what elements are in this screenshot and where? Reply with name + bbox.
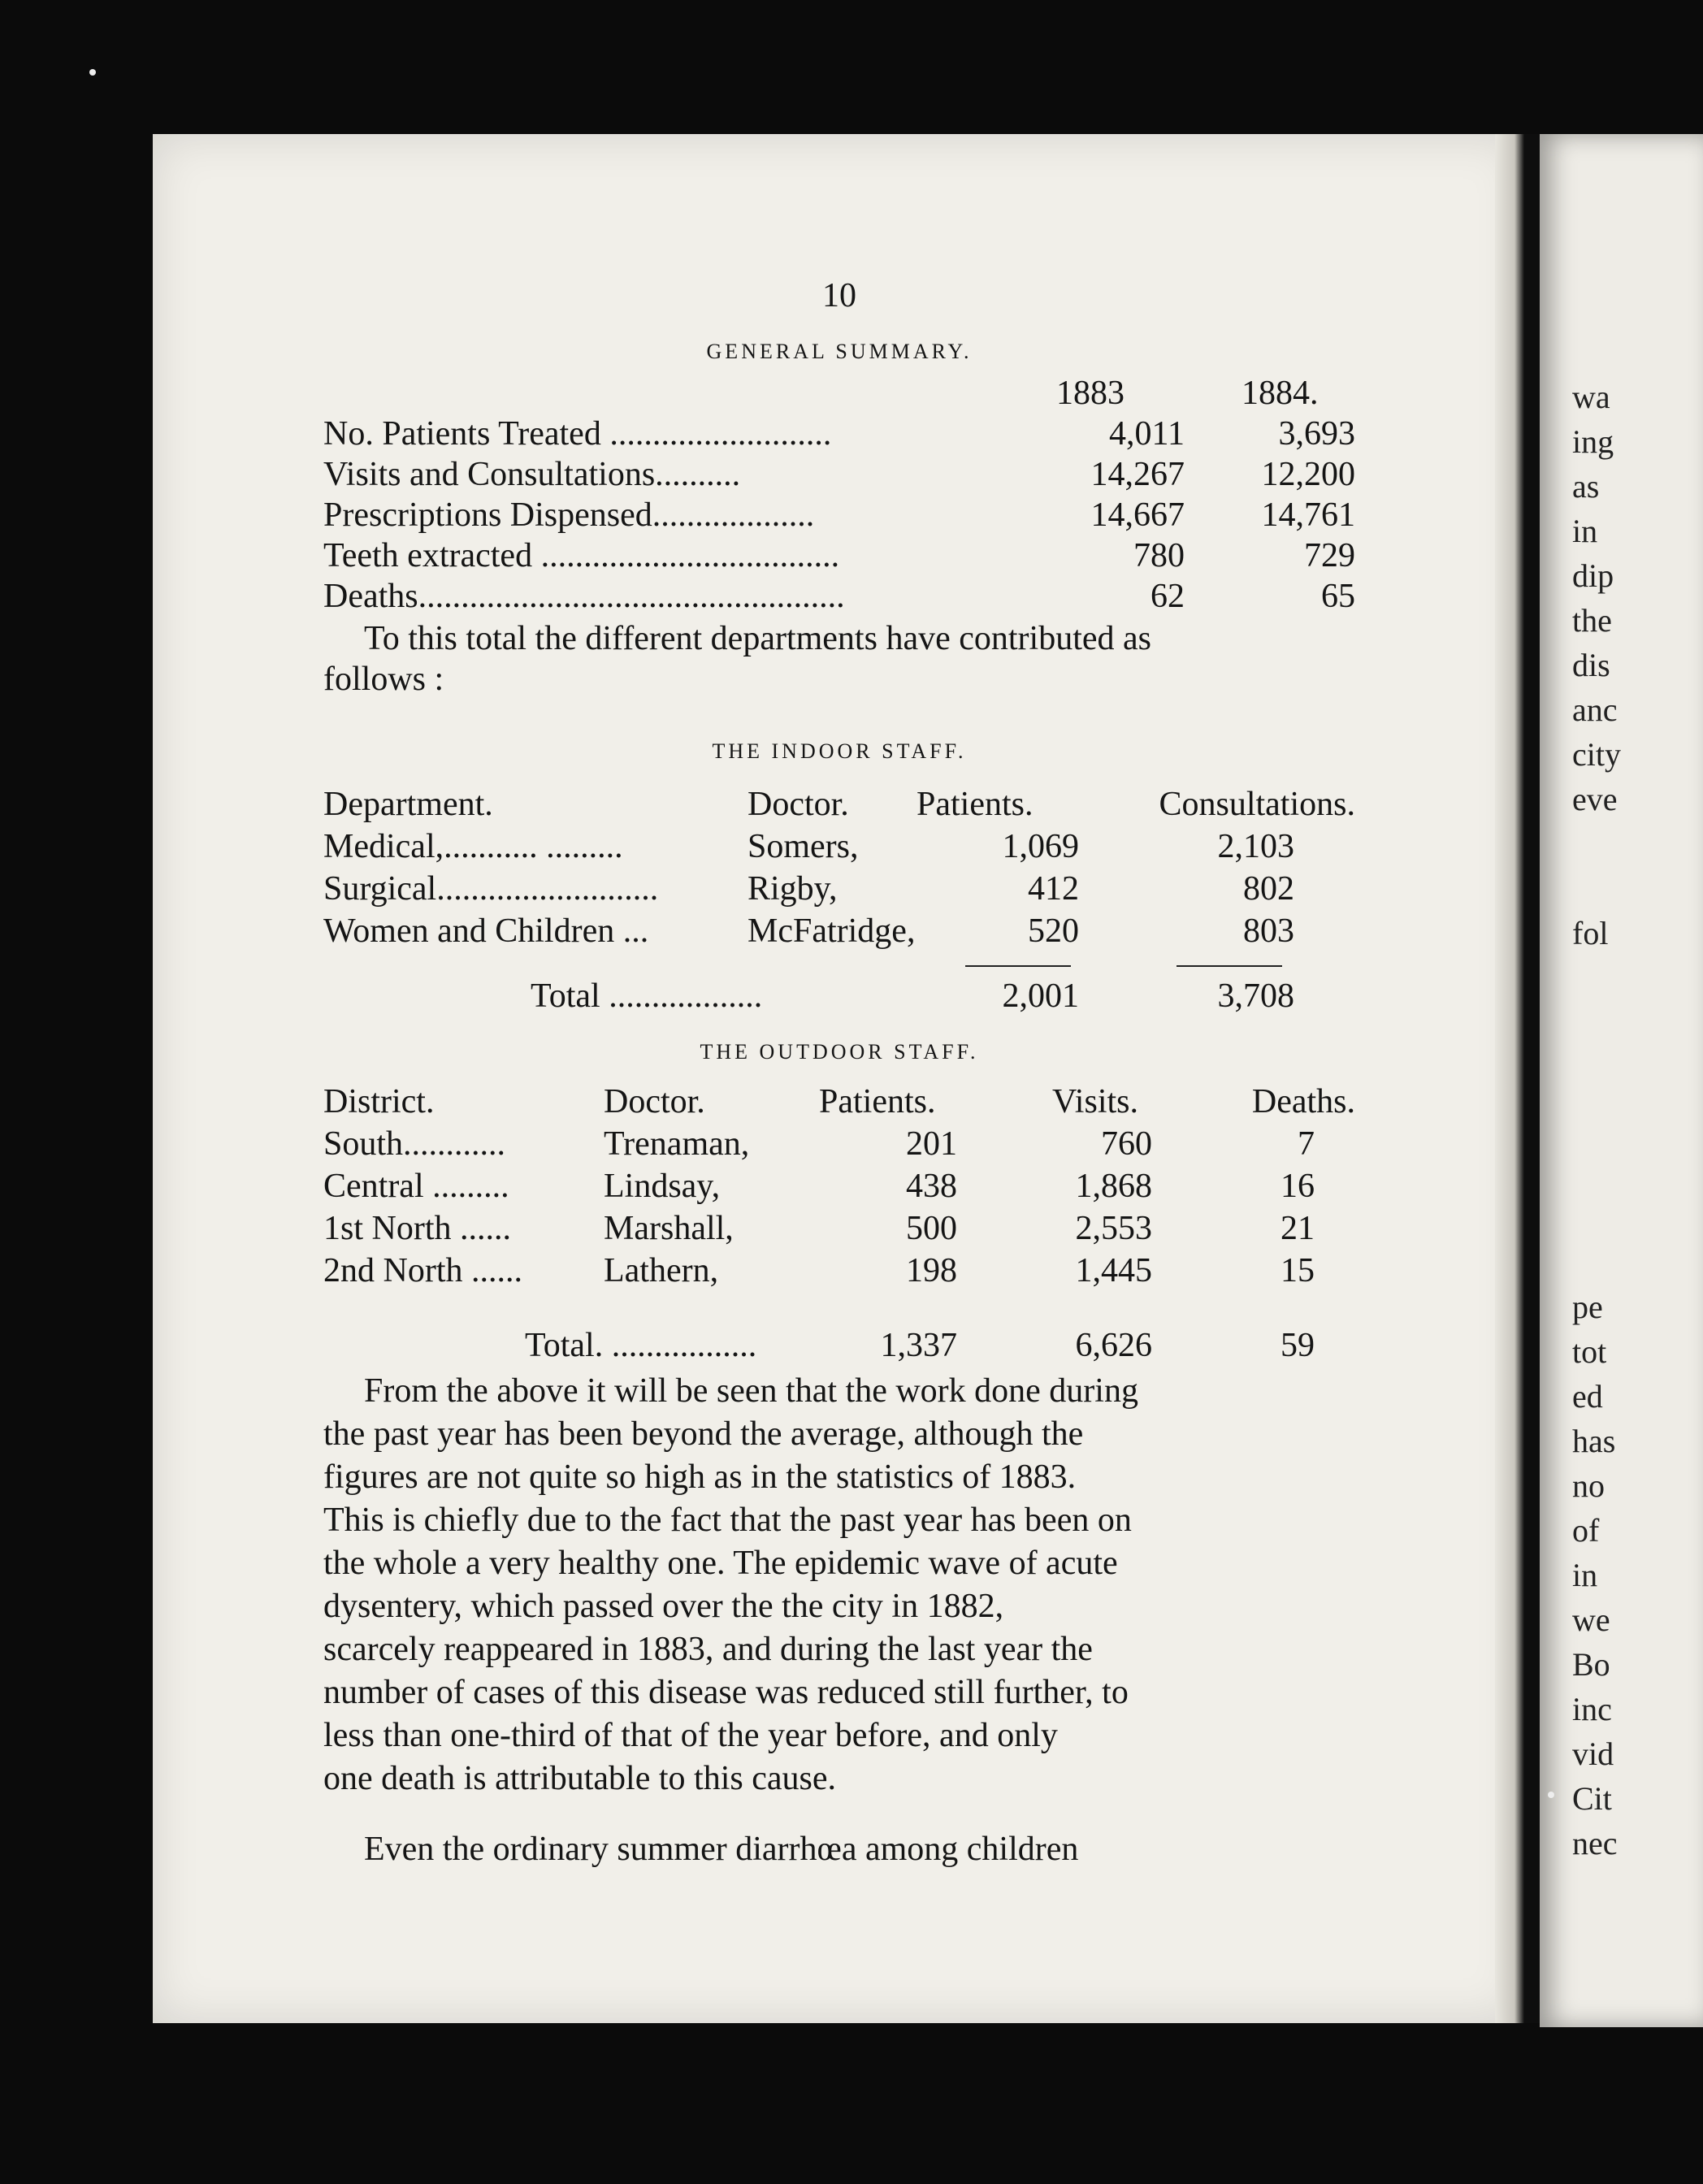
summary-row: [323, 496, 1355, 536]
doctor-name: Rigby,: [748, 870, 838, 908]
doctor-name: Somers,: [748, 828, 859, 865]
consultations-count: 803: [1243, 912, 1294, 950]
patients-count: 198: [906, 1252, 957, 1289]
col-doctor: Doctor.: [748, 786, 849, 823]
paragraph-line: less than one-third of that of the year before, and only: [323, 1717, 1058, 1754]
col-consultations: Consultations.: [1159, 786, 1355, 823]
fragment-text: eve: [1572, 781, 1618, 817]
paragraph-line: scarcely reappeared in 1883, and during the last year the: [323, 1631, 1093, 1668]
summary-label: Deaths..................................................: [323, 578, 845, 615]
district-name: 2nd North ......: [323, 1252, 522, 1289]
summary-1884: 3,693: [1278, 415, 1355, 453]
indoor-staff-heading: THE INDOOR STAFF.: [712, 739, 967, 763]
paragraph-line: This is chiefly due to the fact that the past year has been on: [323, 1502, 1132, 1539]
fragment-text: no: [1572, 1467, 1605, 1504]
page-gutter: [1495, 134, 1544, 2023]
fragment-text: dip: [1572, 557, 1614, 594]
visits-count: 1,868: [1075, 1168, 1152, 1205]
fragment-text: Bo: [1572, 1646, 1610, 1683]
col-department: Department.: [323, 786, 493, 823]
department-name: Medical,........... .........: [323, 828, 623, 865]
fragment-text: Cit: [1572, 1780, 1612, 1817]
doctor-name: Marshall,: [604, 1210, 734, 1247]
outdoor-total-row: [323, 1326, 1355, 1367]
fragment-text: vid: [1572, 1736, 1614, 1772]
dust-speck: [1548, 1792, 1554, 1798]
col-doctor: Doctor.: [604, 1083, 705, 1120]
patients-count: 201: [906, 1125, 957, 1163]
district-name: 1st North ......: [323, 1210, 511, 1247]
total-rule: [1176, 965, 1282, 967]
total-label: Total. .................: [525, 1327, 757, 1364]
fragment-text: dis: [1572, 647, 1610, 683]
summary-note-line: follows :: [323, 661, 444, 698]
summary-label: Visits and Consultations..........: [323, 456, 741, 493]
summary-1884: 729: [1304, 537, 1355, 574]
indoor-row: [323, 827, 1355, 868]
fragment-text: inc: [1572, 1691, 1612, 1727]
consultations-count: 2,103: [1217, 828, 1294, 865]
summary-1883: 14,267: [1090, 456, 1185, 493]
indoor-header-row: [323, 785, 1355, 826]
outdoor-row: [323, 1124, 1355, 1165]
summary-row: [323, 455, 1355, 496]
department-name: Women and Children ...: [323, 912, 649, 950]
paragraph-line: dysentery, which passed over the the city in 1882,: [323, 1588, 1004, 1625]
summary-1883: 780: [1133, 537, 1185, 574]
deaths-count: 16: [1280, 1168, 1315, 1205]
fragment-text: nec: [1572, 1825, 1618, 1861]
district-name: South............: [323, 1125, 506, 1163]
doctor-name: McFatridge,: [748, 912, 916, 950]
fragment-text: anc: [1572, 691, 1618, 728]
total-deaths: 59: [1280, 1327, 1315, 1364]
page-number: 10: [822, 277, 856, 314]
summary-1884: 14,761: [1261, 496, 1355, 534]
year-header-row: [323, 374, 1355, 414]
doctor-name: Lindsay,: [604, 1168, 721, 1205]
outdoor-row: [323, 1209, 1355, 1250]
fragment-text: ing: [1572, 423, 1614, 460]
summary-1884: 12,200: [1261, 456, 1355, 493]
outdoor-row: [323, 1167, 1355, 1207]
year-1883: 1883: [1056, 375, 1124, 412]
year-1884: 1884.: [1242, 375, 1319, 412]
col-patients: Patients.: [819, 1083, 936, 1120]
col-patients: Patients.: [916, 786, 1034, 823]
summary-1883: 14,667: [1090, 496, 1185, 534]
total-visits: 6,626: [1075, 1327, 1152, 1364]
fragment-text: tot: [1572, 1333, 1607, 1370]
summary-1883: 62: [1150, 578, 1185, 615]
col-district: District.: [323, 1083, 435, 1120]
doctor-name: Lathern,: [604, 1252, 719, 1289]
patients-count: 520: [1028, 912, 1079, 950]
fragment-text: city: [1572, 736, 1621, 773]
summary-label: Prescriptions Dispensed...................: [323, 496, 815, 534]
fragment-text: we: [1572, 1601, 1610, 1638]
patients-count: 500: [906, 1210, 957, 1247]
body-paragraph: [323, 1370, 1355, 1800]
paragraph-line: From the above it will be seen that the work done during: [364, 1372, 1138, 1410]
fragment-text: in: [1572, 513, 1598, 549]
indoor-row: [323, 869, 1355, 910]
deaths-count: 21: [1280, 1210, 1315, 1247]
fragment-text: in: [1572, 1557, 1598, 1593]
fragment-text: wa: [1572, 379, 1610, 415]
paragraph-line: number of cases of this disease was reduced still further, to: [323, 1674, 1129, 1711]
total-consultations: 3,708: [1217, 977, 1294, 1015]
visits-count: 2,553: [1075, 1210, 1152, 1247]
total-patients: 2,001: [1002, 977, 1079, 1015]
patients-count: 438: [906, 1168, 957, 1205]
total-rule: [965, 965, 1071, 967]
patients-count: 1,069: [1002, 828, 1079, 865]
fragment-text: the: [1572, 602, 1612, 639]
col-visits: Visits.: [1052, 1083, 1139, 1120]
paragraph-line: one death is attributable to this cause.: [323, 1760, 836, 1797]
paragraph-line: figures are not quite so high as in the statistics of 1883.: [323, 1458, 1077, 1496]
facing-page-fragment: [1540, 134, 1703, 2027]
summary-1884: 65: [1321, 578, 1355, 615]
outdoor-header-row: [323, 1082, 1355, 1123]
indoor-row: [323, 912, 1355, 952]
total-label: Total ..................: [531, 977, 763, 1015]
final-line: Even the ordinary summer diarrhœa among children: [364, 1831, 1079, 1868]
summary-label: No. Patients Treated ..........................: [323, 415, 832, 453]
outdoor-staff-heading: THE OUTDOOR STAFF.: [700, 1040, 979, 1064]
summary-note-line: To this total the different departments have contributed as: [364, 620, 1151, 657]
fragment-text: ed: [1572, 1378, 1603, 1415]
consultations-count: 802: [1243, 870, 1294, 908]
indoor-total-row: [323, 977, 1355, 1017]
general-summary-heading: GENERAL SUMMARY.: [706, 340, 973, 363]
paragraph-line: the whole a very healthy one. The epidemic wave of acute: [323, 1545, 1118, 1582]
district-name: Central .........: [323, 1168, 509, 1205]
total-patients: 1,337: [880, 1327, 957, 1364]
paragraph-line: the past year has been beyond the average, although the: [323, 1415, 1084, 1453]
col-deaths: Deaths.: [1251, 1083, 1355, 1120]
fragment-text: has: [1572, 1423, 1616, 1459]
fragment-text: pe: [1572, 1289, 1603, 1325]
summary-row: [323, 536, 1355, 577]
outdoor-row: [323, 1251, 1355, 1292]
fragment-text: fol: [1572, 915, 1609, 951]
visits-count: 760: [1101, 1125, 1152, 1163]
department-name: Surgical..........................: [323, 870, 659, 908]
summary-1883: 4,011: [1109, 415, 1185, 453]
summary-label: Teeth extracted ...................................: [323, 537, 840, 574]
dust-speck: [89, 69, 96, 76]
patients-count: 412: [1028, 870, 1079, 908]
fragment-text: of: [1572, 1512, 1600, 1549]
deaths-count: 7: [1298, 1125, 1315, 1163]
summary-row: [323, 577, 1355, 618]
doctor-name: Trenaman,: [604, 1125, 750, 1163]
deaths-count: 15: [1280, 1252, 1315, 1289]
fragment-text: as: [1572, 468, 1600, 505]
visits-count: 1,445: [1075, 1252, 1152, 1289]
summary-row: [323, 414, 1355, 455]
